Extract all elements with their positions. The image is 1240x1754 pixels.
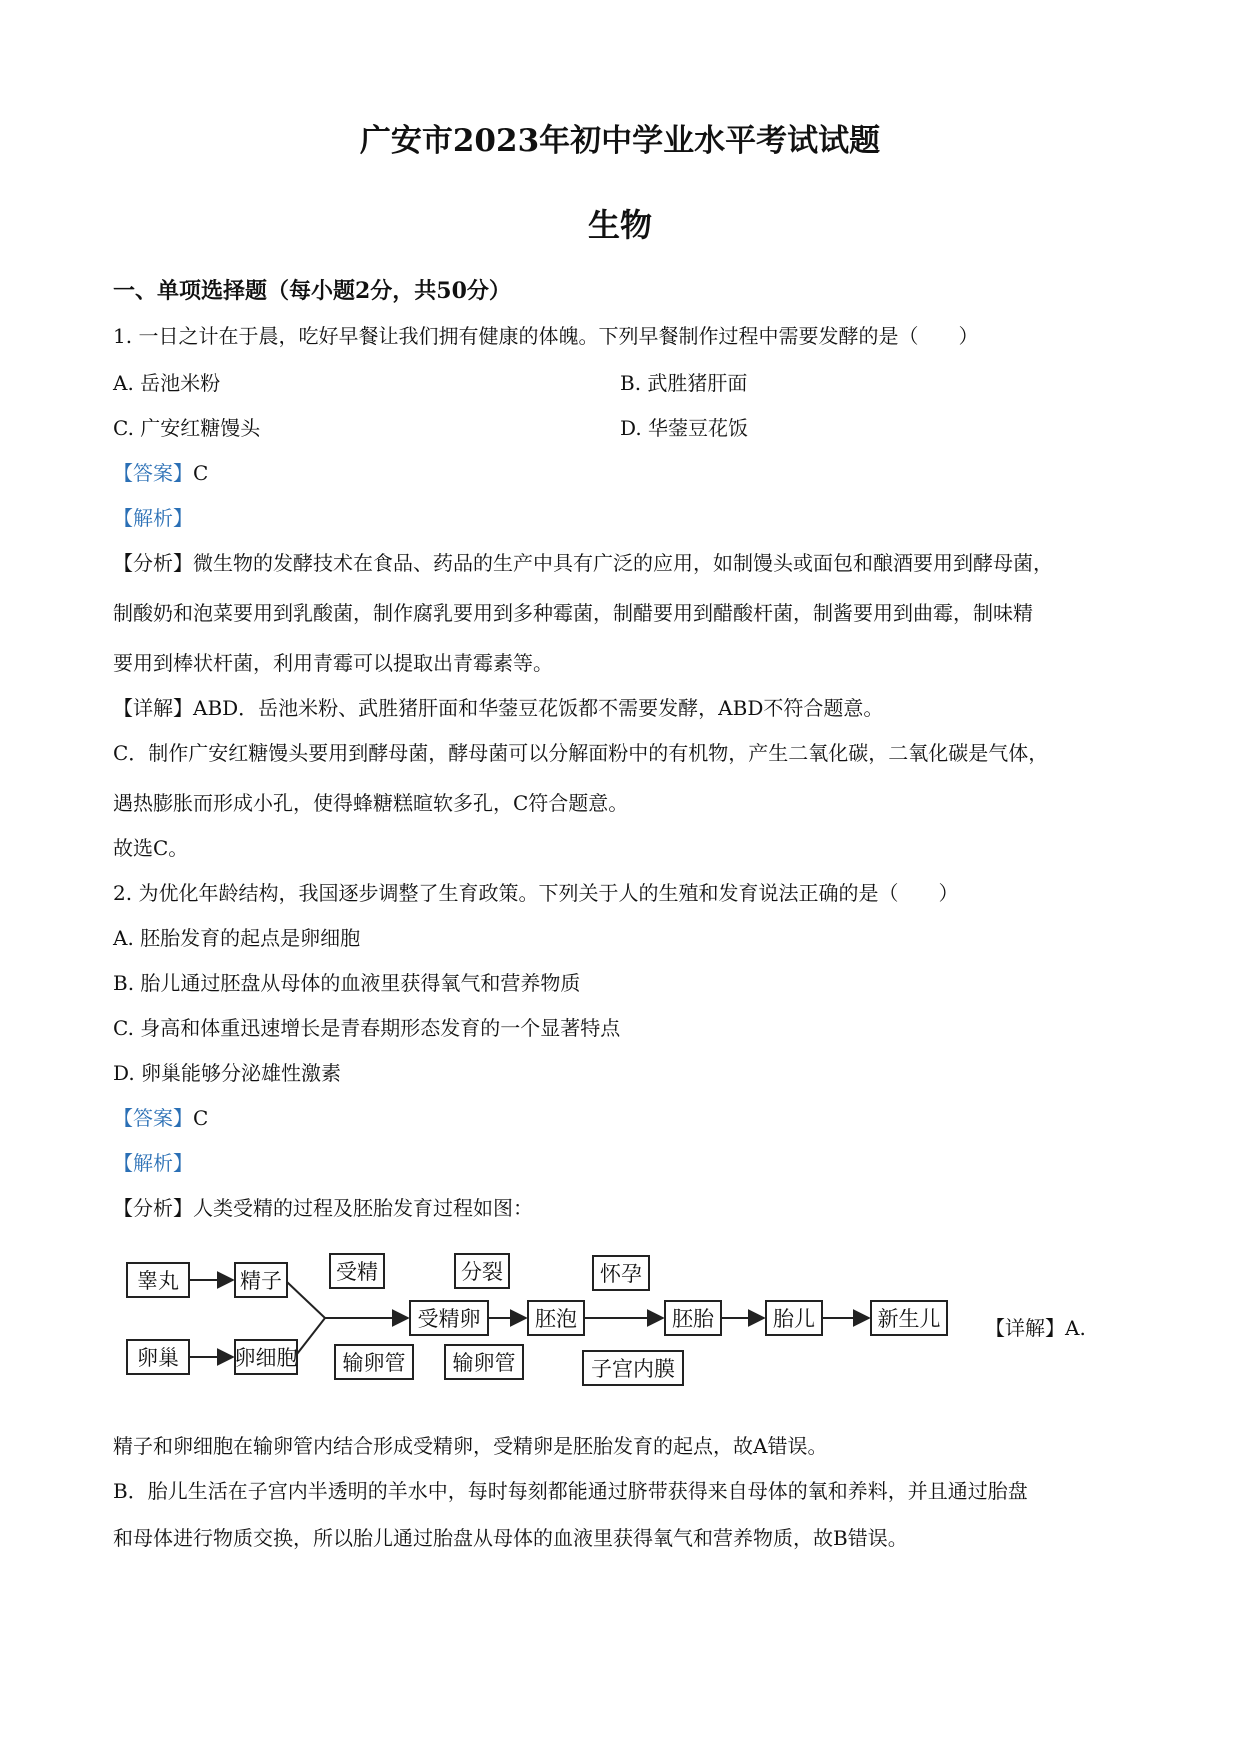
oviduct-label-1: 输卵管 — [342, 1351, 406, 1375]
q1-answer: C — [193, 461, 209, 485]
embryo-label: 胚胎 — [672, 1307, 714, 1331]
zygote-label: 受精卵 — [417, 1307, 481, 1331]
blastocyst-label: 胚泡 — [535, 1307, 577, 1331]
q1-analysis-tag: 【解析】 — [113, 506, 193, 530]
q2-option-a: A. 胚胎发育的起点是卵细胞 — [113, 926, 361, 950]
q1-detail-line: 遇热膨胀而形成小孔，使得蜂糖糕暄软多孔，C符合题意。 — [113, 791, 629, 815]
q2-answer-line — [113, 1105, 208, 1131]
q1-option-b: B. 武胜猪肝面 — [620, 371, 748, 395]
q2-option-c: C. 身高和体重迅速增长是青春期形态发育的一个显著特点 — [113, 1016, 621, 1040]
q1-stem: 1. 一日之计在于晨，吃好早餐让我们拥有健康的体魄。下列早餐制作过程中需要发酵的是（ ） — [113, 324, 979, 348]
subject-title: 生物 — [587, 206, 652, 244]
q1-option-c: C. 广安红糖馒头 — [113, 416, 261, 440]
sperm-join-line — [287, 1282, 325, 1318]
q2-answer-tag: 【答案】 — [113, 1106, 193, 1130]
q1-analysis-line: 要用到棒状杆菌，利用青霉可以提取出青霉素等。 — [113, 651, 553, 675]
fertilization-label: 受精 — [336, 1260, 378, 1284]
oviduct-label-2: 输卵管 — [452, 1351, 516, 1375]
exam-title: 广安市2023年初中学业水平考试试题 — [359, 123, 881, 159]
testis-label: 睾丸 — [137, 1269, 179, 1293]
newborn-label: 新生儿 — [877, 1307, 941, 1331]
division-label: 分裂 — [461, 1260, 503, 1284]
egg-label: 卵细胞 — [234, 1346, 298, 1370]
q1-analysis-line: 【分析】微生物的发酵技术在食品、药品的生产中具有广泛的应用，如制馒头或面包和酿酒要用到酵母菌， — [113, 551, 1053, 575]
q2-analysis-intro: 【分析】人类受精的过程及胚胎发育过程如图： — [113, 1196, 533, 1220]
q1-option-d: D. 华蓥豆花饭 — [620, 416, 749, 440]
q1-detail-line: C．制作广安红糖馒头要用到酵母菌，酵母菌可以分解面粉中的有机物，产生二氧化碳，二氧化碳是气体， — [113, 741, 1049, 765]
q2-answer: C — [193, 1106, 209, 1130]
q2-option-d: D. 卵巢能够分泌雄性激素 — [113, 1061, 342, 1085]
q2-detail-line: 和母体进行物质交换，所以胎儿通过胎盘从母体的血液里获得氧气和营养物质，故B错误。 — [113, 1526, 908, 1550]
q1-answer-line — [113, 460, 208, 486]
q2-detail-line: B．胎儿生活在子宫内半透明的羊水中，每时每刻都能通过脐带获得来自母体的氧和养料，并且通过胎盘 — [113, 1479, 1028, 1503]
ovary-label: 卵巢 — [137, 1346, 179, 1370]
q2-option-b: B. 胎儿通过胚盘从母体的血液里获得氧气和营养物质 — [113, 971, 581, 995]
fertilization-process-diagram — [125, 1248, 985, 1388]
q1-detail-line: 【详解】ABD．岳池米粉、武胜猪肝面和华蓥豆花饭都不需要发酵，ABD不符合题意。 — [113, 696, 884, 720]
q1-option-a: A. 岳池米粉 — [113, 371, 221, 395]
fetus-label: 胎儿 — [773, 1307, 815, 1331]
q2-detail-line: 精子和卵细胞在输卵管内结合形成受精卵，受精卵是胚胎发育的起点，故A错误。 — [113, 1434, 828, 1458]
egg-join-line — [297, 1318, 325, 1354]
q1-answer-tag: 【答案】 — [113, 461, 193, 485]
q2-detail-tag: 【详解】A. — [985, 1316, 1086, 1340]
q2-analysis-tag: 【解析】 — [113, 1151, 193, 1175]
endometrium-label: 子宫内膜 — [591, 1357, 675, 1381]
pregnancy-label: 怀孕 — [600, 1262, 642, 1286]
section-heading: 一、单项选择题（每小题2分，共50分） — [113, 278, 511, 304]
sperm-label: 精子 — [240, 1269, 282, 1293]
q1-analysis-line: 制酸奶和泡菜要用到乳酸菌，制作腐乳要用到多种霉菌，制醋要用到醋酸杆菌，制酱要用到曲霉，制味精 — [113, 601, 1033, 625]
q2-stem: 2. 为优化年龄结构，我国逐步调整了生育政策。下列关于人的生殖和发育说法正确的是（ ） — [113, 881, 959, 905]
q1-conclusion: 故选C。 — [113, 836, 189, 860]
